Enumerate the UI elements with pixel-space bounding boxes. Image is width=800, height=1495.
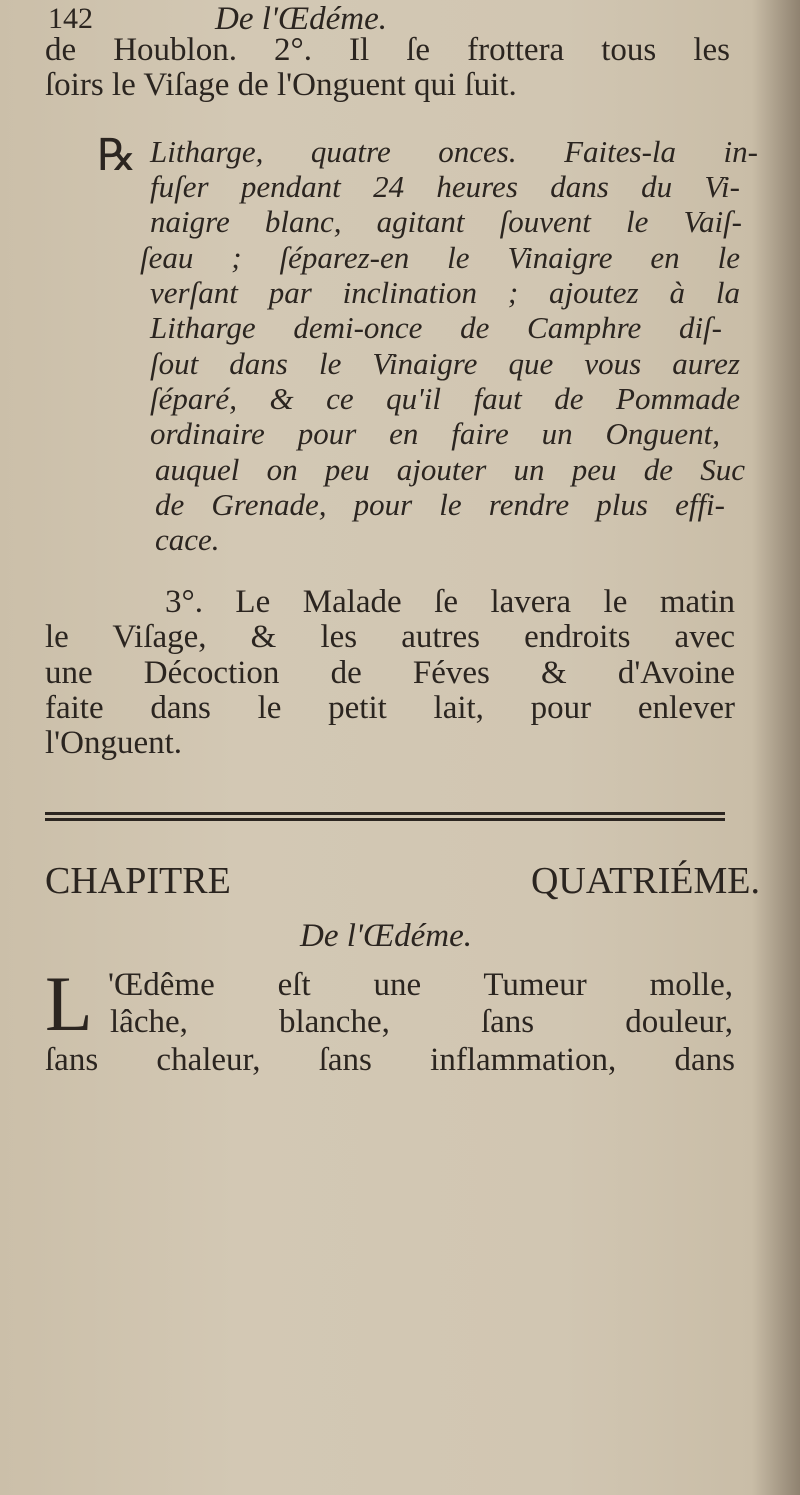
drop-cap: L [45,960,93,1047]
chapter-title: CHAPITRE QUATRIÉME. [45,860,760,902]
text-line: faite dans le petit lait, pour enlever [45,690,735,726]
running-title: De l'Œdéme. [215,1,387,37]
recipe-line: ordinaire pour en faire un Onguent, [150,416,720,451]
text-line: une Décoction de Féves & d'Avoine [45,655,735,691]
text-line: ſoirs le Viſage de l'Onguent qui ſuit. [45,67,517,103]
recipe-line: fuſer pendant 24 heures dans du Vi- [150,169,740,204]
recipe-line: naigre blanc, agitant ſouvent le Vaiſ- [150,204,742,239]
recipe-line: ſeau ; ſéparez-en le Vinaigre en le [140,240,740,275]
text-line: le Viſage, & les autres endroits avec [45,619,735,655]
chapter-divider [45,812,725,821]
text-line: 'Œdême eſt une Tumeur molle, [108,967,733,1003]
text-line: de Houblon. 2°. Il ſe frottera tous les [45,32,730,68]
page-number: 142 [48,2,93,35]
text-line: l'Onguent. [45,725,183,761]
recipe-line: de Grenade, pour le rendre plus effi- [155,487,725,522]
text-line: lâche, blanche, ſans douleur, [110,1004,733,1040]
recipe-line: verſant par inclination ; ajoutez à la [150,275,740,310]
recipe-line: Litharge, quatre onces. Faites-la in- [150,134,758,169]
recipe-line: ſout dans le Vinaigre que vous aurez [150,346,740,381]
recipe-line: ſéparé, & ce qu'il faut de Pommade [150,381,740,416]
recipe-line: cace. [155,522,220,557]
recipe-line: auquel on peu ajouter un peu de Suc [155,452,745,487]
recipe-symbol: ℞ [97,131,137,180]
recipe-line: Litharge demi-once de Camphre diſ- [150,310,722,345]
text-line: 3°. Le Malade ſe lavera le matin [165,584,735,620]
chapter-subtitle: De l'Œdéme. [300,918,472,954]
text-line: ſans chaleur, ſans inflammation, dans [45,1042,735,1078]
